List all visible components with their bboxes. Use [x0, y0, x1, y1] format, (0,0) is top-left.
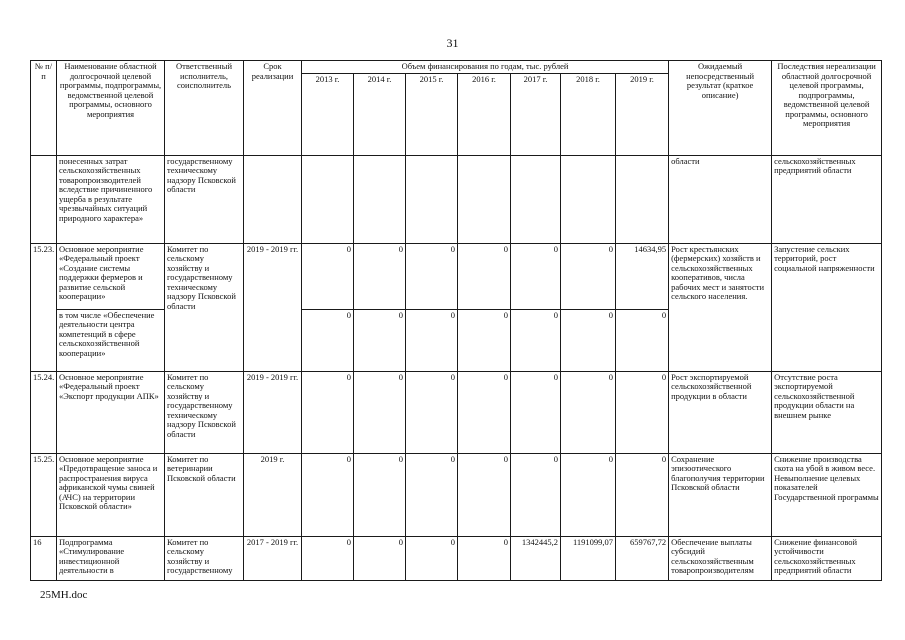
cell-consequences: Запустение сельских территорий, рост социальной напряженности	[772, 243, 882, 371]
header-year: 2013 г.	[302, 73, 354, 155]
header-executor: Ответственный исполнитель, соисполнитель	[165, 61, 244, 156]
cell-result: Сохранение эпизоотического благополучия территории Псковской области	[669, 453, 772, 536]
header-result: Ожидаемый непосредственный результат (краткое описание)	[669, 61, 772, 156]
cell-consequences: Отсутствие роста экспортируемой сельскохозяйственной продукции области на внешнем рынке	[772, 371, 882, 453]
cell-value: 14634,95	[616, 243, 669, 309]
cell-value: 0	[561, 371, 616, 453]
cell-executor: Комитет по сельскому хозяйству и государственному техническому надзору Псковской области	[165, 243, 244, 371]
cell-term: 2017 - 2019 гг.	[244, 536, 302, 580]
cell-value: 1191099,07	[561, 536, 616, 580]
table-row	[31, 155, 882, 243]
cell-value: 0	[406, 536, 458, 580]
cell-value: 0	[354, 453, 406, 536]
table-row	[31, 536, 882, 580]
cell-term: 2019 - 2019 гг.	[244, 243, 302, 371]
header-year: 2017 г.	[511, 73, 561, 155]
cell-result: Обеспечение выплаты субсидий сельскохозяйственным товаропроизводителям	[669, 536, 772, 580]
cell-consequences: сельскохозяйственных предприятий области	[772, 155, 882, 243]
cell-value: 0	[302, 453, 354, 536]
cell-term: 2019 - 2019 гг.	[244, 371, 302, 453]
cell-name: Основное мероприятие «Предотвращение заноса и распространения вируса африканской чумы свиней (АЧС) на территории Псковской области»	[57, 453, 165, 536]
cell-executor: Комитет по ветеринарии Псковской области	[165, 453, 244, 536]
cell-no: 15.24.	[31, 371, 57, 453]
cell-value: 0	[354, 536, 406, 580]
cell-value: 0	[354, 309, 406, 371]
cell-value: 0	[406, 309, 458, 371]
cell-value: 0	[561, 243, 616, 309]
header-no: № п/п	[31, 61, 57, 156]
cell-result: Рост экспортируемой сельскохозяйственной продукции в области	[669, 371, 772, 453]
cell-value: 0	[302, 309, 354, 371]
table-row	[31, 453, 882, 536]
cell-value: 0	[458, 309, 511, 371]
cell-name: в том числе «Обеспечение деятельности центра компетенций в сфере сельскохозяйственной кооперации»	[57, 309, 165, 371]
program-table	[30, 60, 882, 581]
cell-value: 1342445,2	[511, 536, 561, 580]
footer-filename: 25MH.doc	[40, 589, 88, 601]
cell-value: 0	[302, 536, 354, 580]
cell-value: 0	[616, 371, 669, 453]
cell-result: области	[669, 155, 772, 243]
cell-name: Подпрограмма «Стимулирование инвестиционной деятельности в	[57, 536, 165, 580]
cell-value: 0	[561, 453, 616, 536]
cell-consequences: Снижение производства скота на убой в живом весе. Невыполнение целевых показателей Государственной программы	[772, 453, 882, 536]
cell-value: 659767,72	[616, 536, 669, 580]
table-row	[31, 243, 882, 309]
cell-value: 0	[354, 371, 406, 453]
header-term: Срок реализации	[244, 61, 302, 156]
table-row	[31, 371, 882, 453]
header-consequences: Последствия нереализации областной долгосрочной целевой программы, подпрограммы, ведомственной целевой программы, основного мероприятия	[772, 61, 882, 156]
header-name: Наименование областной долгосрочной целевой программы, подпрограммы, ведомственной целевой программы, основного мероприятия	[57, 61, 165, 156]
cell-value: 0	[458, 243, 511, 309]
page-number: 31	[446, 36, 459, 50]
cell-value: 0	[511, 453, 561, 536]
cell-no: 16	[31, 536, 57, 580]
cell-value: 0	[511, 243, 561, 309]
cell-consequences: Снижение финансовой устойчивости сельскохозяйственных предприятий области	[772, 536, 882, 580]
cell-value: 0	[616, 309, 669, 371]
header-volume: Объем финансирования по годам, тыс. рублей	[302, 61, 669, 74]
cell-no: 15.25.	[31, 453, 57, 536]
cell-value: 0	[458, 536, 511, 580]
header-year: 2014 г.	[354, 73, 406, 155]
cell-result: Рост крестьянских (фермерских) хозяйств и сельскохозяйственных кооперативов, числа рабочих мест и занятости сельского населения.	[669, 243, 772, 371]
cell-value: 0	[616, 453, 669, 536]
cell-term: 2019 г.	[244, 453, 302, 536]
cell-value: 0	[354, 243, 406, 309]
cell-value: 0	[302, 371, 354, 453]
cell-executor: Комитет по сельскому хозяйству и государственному	[165, 536, 244, 580]
cell-value: 0	[406, 371, 458, 453]
cell-name: Основное мероприятие «Федеральный проект «Создание системы поддержки фермеров и развитие сельской кооперации»	[57, 243, 165, 309]
cell-executor: государственному техническому надзору Псковской области	[165, 155, 244, 243]
cell-value: 0	[561, 309, 616, 371]
header-year: 2015 г.	[406, 73, 458, 155]
cell-value: 0	[458, 371, 511, 453]
cell-no: 15.23.	[31, 243, 57, 371]
cell-value: 0	[511, 309, 561, 371]
header-year: 2018 г.	[561, 73, 616, 155]
cell-name: Основное мероприятие «Федеральный проект «Экспорт продукции АПК»	[57, 371, 165, 453]
cell-executor: Комитет по сельскому хозяйству и государственному техническому надзору Псковской области	[165, 371, 244, 453]
header-year: 2016 г.	[458, 73, 511, 155]
cell-value: 0	[458, 453, 511, 536]
cell-name: понесенных затрат сельскохозяйственных товаропроизводителей вследствие причиненного ущерба в результате чрезвычайных ситуаций природного характера»	[57, 155, 165, 243]
cell-value: 0	[406, 453, 458, 536]
cell-value: 0	[406, 243, 458, 309]
cell-value: 0	[511, 371, 561, 453]
header-year: 2019 г.	[616, 73, 669, 155]
cell-value: 0	[302, 243, 354, 309]
